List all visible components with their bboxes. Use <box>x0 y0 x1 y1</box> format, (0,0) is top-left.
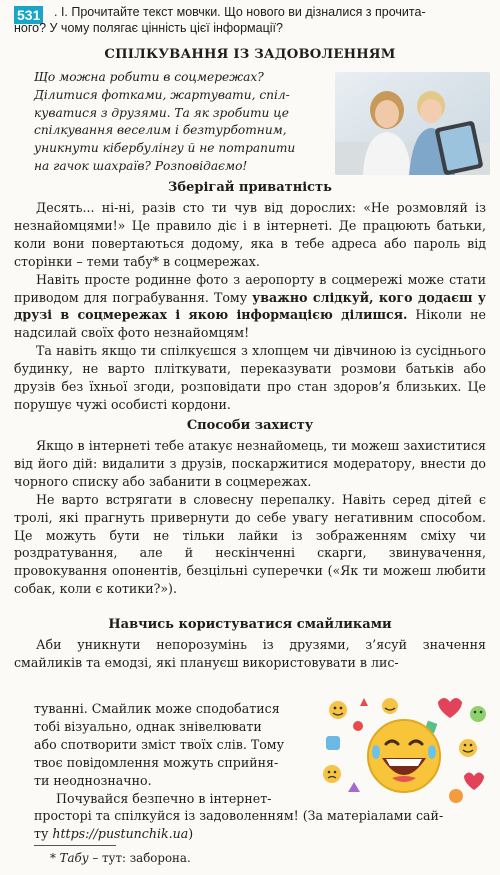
paragraph: Якщо в інтернеті тебе атакує незнайомець, ти можеш захиститися від його дій: видалити з друзів, поскаржитися модератору, внести до чорного списку або забанити в соцмережах. <box>14 438 486 489</box>
footnote-definition: – тут: заборона. <box>88 851 191 865</box>
intro-line: Що можна робити в соцмережах? <box>34 70 264 84</box>
source-line <box>34 825 494 843</box>
closing-source <box>34 807 494 843</box>
source-prefix: ту <box>34 825 53 841</box>
paragraph: Аби уникнути непорозумінь із друзями, з’ясуй значення смайликів та емодзі, які плануєш використовувати в лис- <box>14 637 486 670</box>
intro-line: уникнути кібербулінгу й не потрапити <box>34 141 296 156</box>
source-suffix: ) <box>188 825 194 841</box>
intro-line: спілкування веселим і безтурботним, <box>34 123 287 138</box>
footnote-marker: * <box>50 851 60 865</box>
footnote <box>50 851 191 865</box>
paragraph <box>14 271 486 343</box>
source-url[interactable]: https://pustunchik.ua <box>52 825 189 841</box>
paragraph: Десять... ні-ні, разів сто ти чув від дорослих: «Не розмовляй із незнайомцями!» Це правило діє і в інтернеті. Де працюють батьки, коли вони повертаються додому, яка в тебе адреса або пароль від сторінки – теми табу* в соцмережах. <box>14 200 486 269</box>
task-line-1: . І. Прочитайте текст мовчки. Що нового ви дізналися з прочита- <box>54 5 426 19</box>
intro-text <box>34 69 339 176</box>
children-with-tablet-photo <box>335 72 490 175</box>
closing-line: туванні. Смайлик може сподобатися <box>34 701 280 716</box>
closing-text <box>34 700 334 807</box>
task-line-2: ного? У чому полягає цінність цієї інформації? <box>14 21 283 35</box>
section-heading-protection: Способи захисту <box>186 418 314 433</box>
closing-line: тобі візуально, однак знівелювати <box>34 718 262 734</box>
closing-line: твоє повідомлення можуть сприйня- <box>34 754 279 770</box>
task-number: 531 <box>14 6 43 24</box>
paragraph-text: Ніколи не надсилай своїх фото незнайомцям! <box>14 307 486 341</box>
closing-line: просторі та спілкуйся із задоволенням! (За матеріалами сай- <box>34 808 444 823</box>
closing-line: ти неоднозначно. <box>34 772 152 788</box>
intro-line: Ділитися фотками, жартувати, спіл- <box>34 87 290 102</box>
intro-line: на гачок шахраїв? Розповідаємо! <box>34 158 248 173</box>
intro-line: куватися з друзями. Та як зробити це <box>34 105 289 120</box>
paragraph: Та навіть якщо ти спілкуєшся з хлопцем чи дівчиною із сусіднього будинку, не варто пліткувати, переказувати розмови батьків або друзів без їхньої згоди, розповідати про стан здоров’я близьких. Це порушує чужі особисті кордони. <box>14 343 486 412</box>
section-privacy-body <box>14 199 486 414</box>
closing-line: або спотворити зміст твоїх слів. Тому <box>34 736 285 752</box>
article-title: СПІЛКУВАННЯ ІЗ ЗАДОВОЛЕННЯМ <box>104 47 396 62</box>
closing-line: Почувайся безпечно в інтернет- <box>56 790 272 806</box>
section-heading-privacy: Зберігай приватність <box>168 180 332 195</box>
paragraph: Не варто встрягати в словесну перепалку. Навіть серед дітей є тролі, які прагнуть привернути до себе увагу негативним способом. Це можуть бути не тільки лайки із зображенням сміху чи роздратування, але й нескінченні скарги, звинувачення, провокування опонентів, безцільні суперечки («Як ти можеш любити собак, коли є котики?»). <box>14 491 486 597</box>
paragraph-text: Навіть просте родинне фото з аеропорту в соцмережі може стати приводом для пограбування. Тому <box>14 271 486 305</box>
paragraph-bold-text: уважно слідкуй, кого додаєш у друзі в соцмережах і якою інформацією ділишся. <box>14 289 486 323</box>
section-heading-emoji: Навчись користуватися смайликами <box>108 617 392 632</box>
section-emoji-body <box>14 636 486 672</box>
emoji-cluster-illustration <box>318 692 494 808</box>
footnote-term: Табу <box>59 851 89 865</box>
section-protection-body <box>14 437 486 598</box>
footnote-divider <box>34 845 116 846</box>
